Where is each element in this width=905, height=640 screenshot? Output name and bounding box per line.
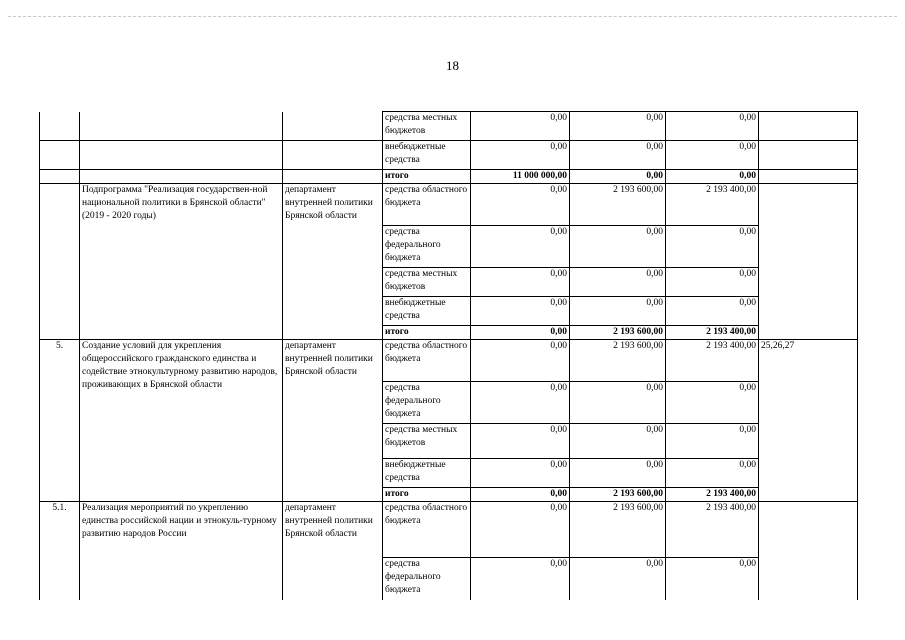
value-2020: 0,00 bbox=[570, 558, 666, 600]
value-2021: 0,00 bbox=[666, 170, 759, 184]
table-row bbox=[40, 184, 858, 226]
executor-cell: департамент внутренней политики Брянской области bbox=[283, 502, 383, 600]
funding-source: средства областного бюджета bbox=[383, 340, 471, 382]
value-2019: 0,00 bbox=[471, 326, 570, 340]
table-row-total bbox=[40, 170, 858, 184]
funding-source: итого bbox=[383, 326, 471, 340]
executor-cell bbox=[283, 170, 383, 184]
title-cell bbox=[80, 141, 283, 170]
value-2020: 0,00 bbox=[570, 226, 666, 268]
value-2019: 0,00 bbox=[471, 184, 570, 226]
indicator-cell bbox=[759, 170, 858, 184]
title-cell bbox=[80, 170, 283, 184]
value-2019: 0,00 bbox=[471, 382, 570, 424]
item-title: Создание условий для укрепления общероссийского гражданского единства и содействие этнокультурному развитию народов, проживающих в Брянской области bbox=[80, 340, 283, 502]
value-2019: 0,00 bbox=[471, 141, 570, 170]
value-2019: 0,00 bbox=[471, 424, 570, 459]
value-2019: 0,00 bbox=[471, 268, 570, 297]
value-2019: 0,00 bbox=[471, 297, 570, 326]
value-2021: 0,00 bbox=[666, 112, 759, 141]
indicator-cell bbox=[759, 502, 858, 600]
value-2019: 0,00 bbox=[471, 459, 570, 488]
value-2020: 2 193 600,00 bbox=[570, 340, 666, 382]
indicator-cell bbox=[759, 112, 858, 141]
executor-cell bbox=[283, 112, 383, 141]
value-2020: 2 193 600,00 bbox=[570, 326, 666, 340]
value-2021: 0,00 bbox=[666, 558, 759, 600]
value-2020: 2 193 600,00 bbox=[570, 488, 666, 502]
funding-source: внебюджетные средства bbox=[383, 141, 471, 170]
number-cell bbox=[40, 170, 80, 184]
value-2021: 0,00 bbox=[666, 459, 759, 488]
indicator-numbers: 25,26,27 bbox=[759, 340, 858, 502]
value-2020: 0,00 bbox=[570, 112, 666, 141]
table-row bbox=[40, 112, 858, 141]
scan-edge-line bbox=[8, 16, 897, 17]
funding-source: итого bbox=[383, 170, 471, 184]
value-2020: 0,00 bbox=[570, 170, 666, 184]
number-cell bbox=[40, 141, 80, 170]
table-row bbox=[40, 502, 858, 558]
value-2020: 2 193 600,00 bbox=[570, 502, 666, 558]
funding-source: средства федерального бюджета bbox=[383, 558, 471, 600]
funding-source: средства местных бюджетов bbox=[383, 424, 471, 459]
value-2020: 0,00 bbox=[570, 382, 666, 424]
value-2020: 0,00 bbox=[570, 297, 666, 326]
value-2019: 0,00 bbox=[471, 488, 570, 502]
value-2021: 0,00 bbox=[666, 268, 759, 297]
value-2021: 2 193 400,00 bbox=[666, 488, 759, 502]
value-2021: 0,00 bbox=[666, 424, 759, 459]
value-2021: 0,00 bbox=[666, 141, 759, 170]
funding-source: внебюджетные средства bbox=[383, 459, 471, 488]
item-number: 5.1. bbox=[40, 502, 80, 600]
funding-source: средства областного бюджета bbox=[383, 502, 471, 558]
funding-source: средства федерального бюджета bbox=[383, 382, 471, 424]
funding-source: внебюджетные средства bbox=[383, 297, 471, 326]
executor-cell: департамент внутренней политики Брянской области bbox=[283, 340, 383, 502]
value-2021: 0,00 bbox=[666, 382, 759, 424]
value-2021: 2 193 400,00 bbox=[666, 340, 759, 382]
value-2020: 0,00 bbox=[570, 459, 666, 488]
title-cell bbox=[80, 112, 283, 141]
value-2021: 0,00 bbox=[666, 297, 759, 326]
value-2019: 0,00 bbox=[471, 340, 570, 382]
funding-source: итого bbox=[383, 488, 471, 502]
funding-source: средства местных бюджетов bbox=[383, 112, 471, 141]
value-2020: 0,00 bbox=[570, 268, 666, 297]
executor-cell: департамент внутренней политики Брянской области bbox=[283, 184, 383, 340]
value-2020: 0,00 bbox=[570, 424, 666, 459]
funding-source: средства федерального бюджета bbox=[383, 226, 471, 268]
page-number: 18 bbox=[446, 58, 459, 73]
value-2021: 2 193 400,00 bbox=[666, 326, 759, 340]
indicator-cell bbox=[759, 184, 858, 340]
value-2019: 0,00 bbox=[471, 502, 570, 558]
indicator-cell bbox=[759, 141, 858, 170]
value-2021: 2 193 400,00 bbox=[666, 502, 759, 558]
value-2019: 0,00 bbox=[471, 226, 570, 268]
item-number: 5. bbox=[40, 340, 80, 502]
number-cell bbox=[40, 112, 80, 141]
value-2019: 11 000 000,00 bbox=[471, 170, 570, 184]
number-cell bbox=[40, 184, 80, 340]
funding-source: средства местных бюджетов bbox=[383, 268, 471, 297]
value-2020: 2 193 600,00 bbox=[570, 184, 666, 226]
table-row bbox=[40, 340, 858, 382]
value-2021: 2 193 400,00 bbox=[666, 184, 759, 226]
value-2020: 0,00 bbox=[570, 141, 666, 170]
table-row bbox=[40, 141, 858, 170]
funding-source: средства областного бюджета bbox=[383, 184, 471, 226]
subprogram-title: Подпрограмма "Реализация государствен-ной национальной политики в Брянской области" (2019 - 2020 годы) bbox=[80, 184, 283, 340]
executor-cell bbox=[283, 141, 383, 170]
value-2019: 0,00 bbox=[471, 112, 570, 141]
item-title: Реализация мероприятий по укреплению единства российской нации и этнокуль-турному развитию народов России bbox=[80, 502, 283, 600]
budget-table bbox=[39, 111, 858, 600]
value-2021: 0,00 bbox=[666, 226, 759, 268]
value-2019: 0,00 bbox=[471, 558, 570, 600]
